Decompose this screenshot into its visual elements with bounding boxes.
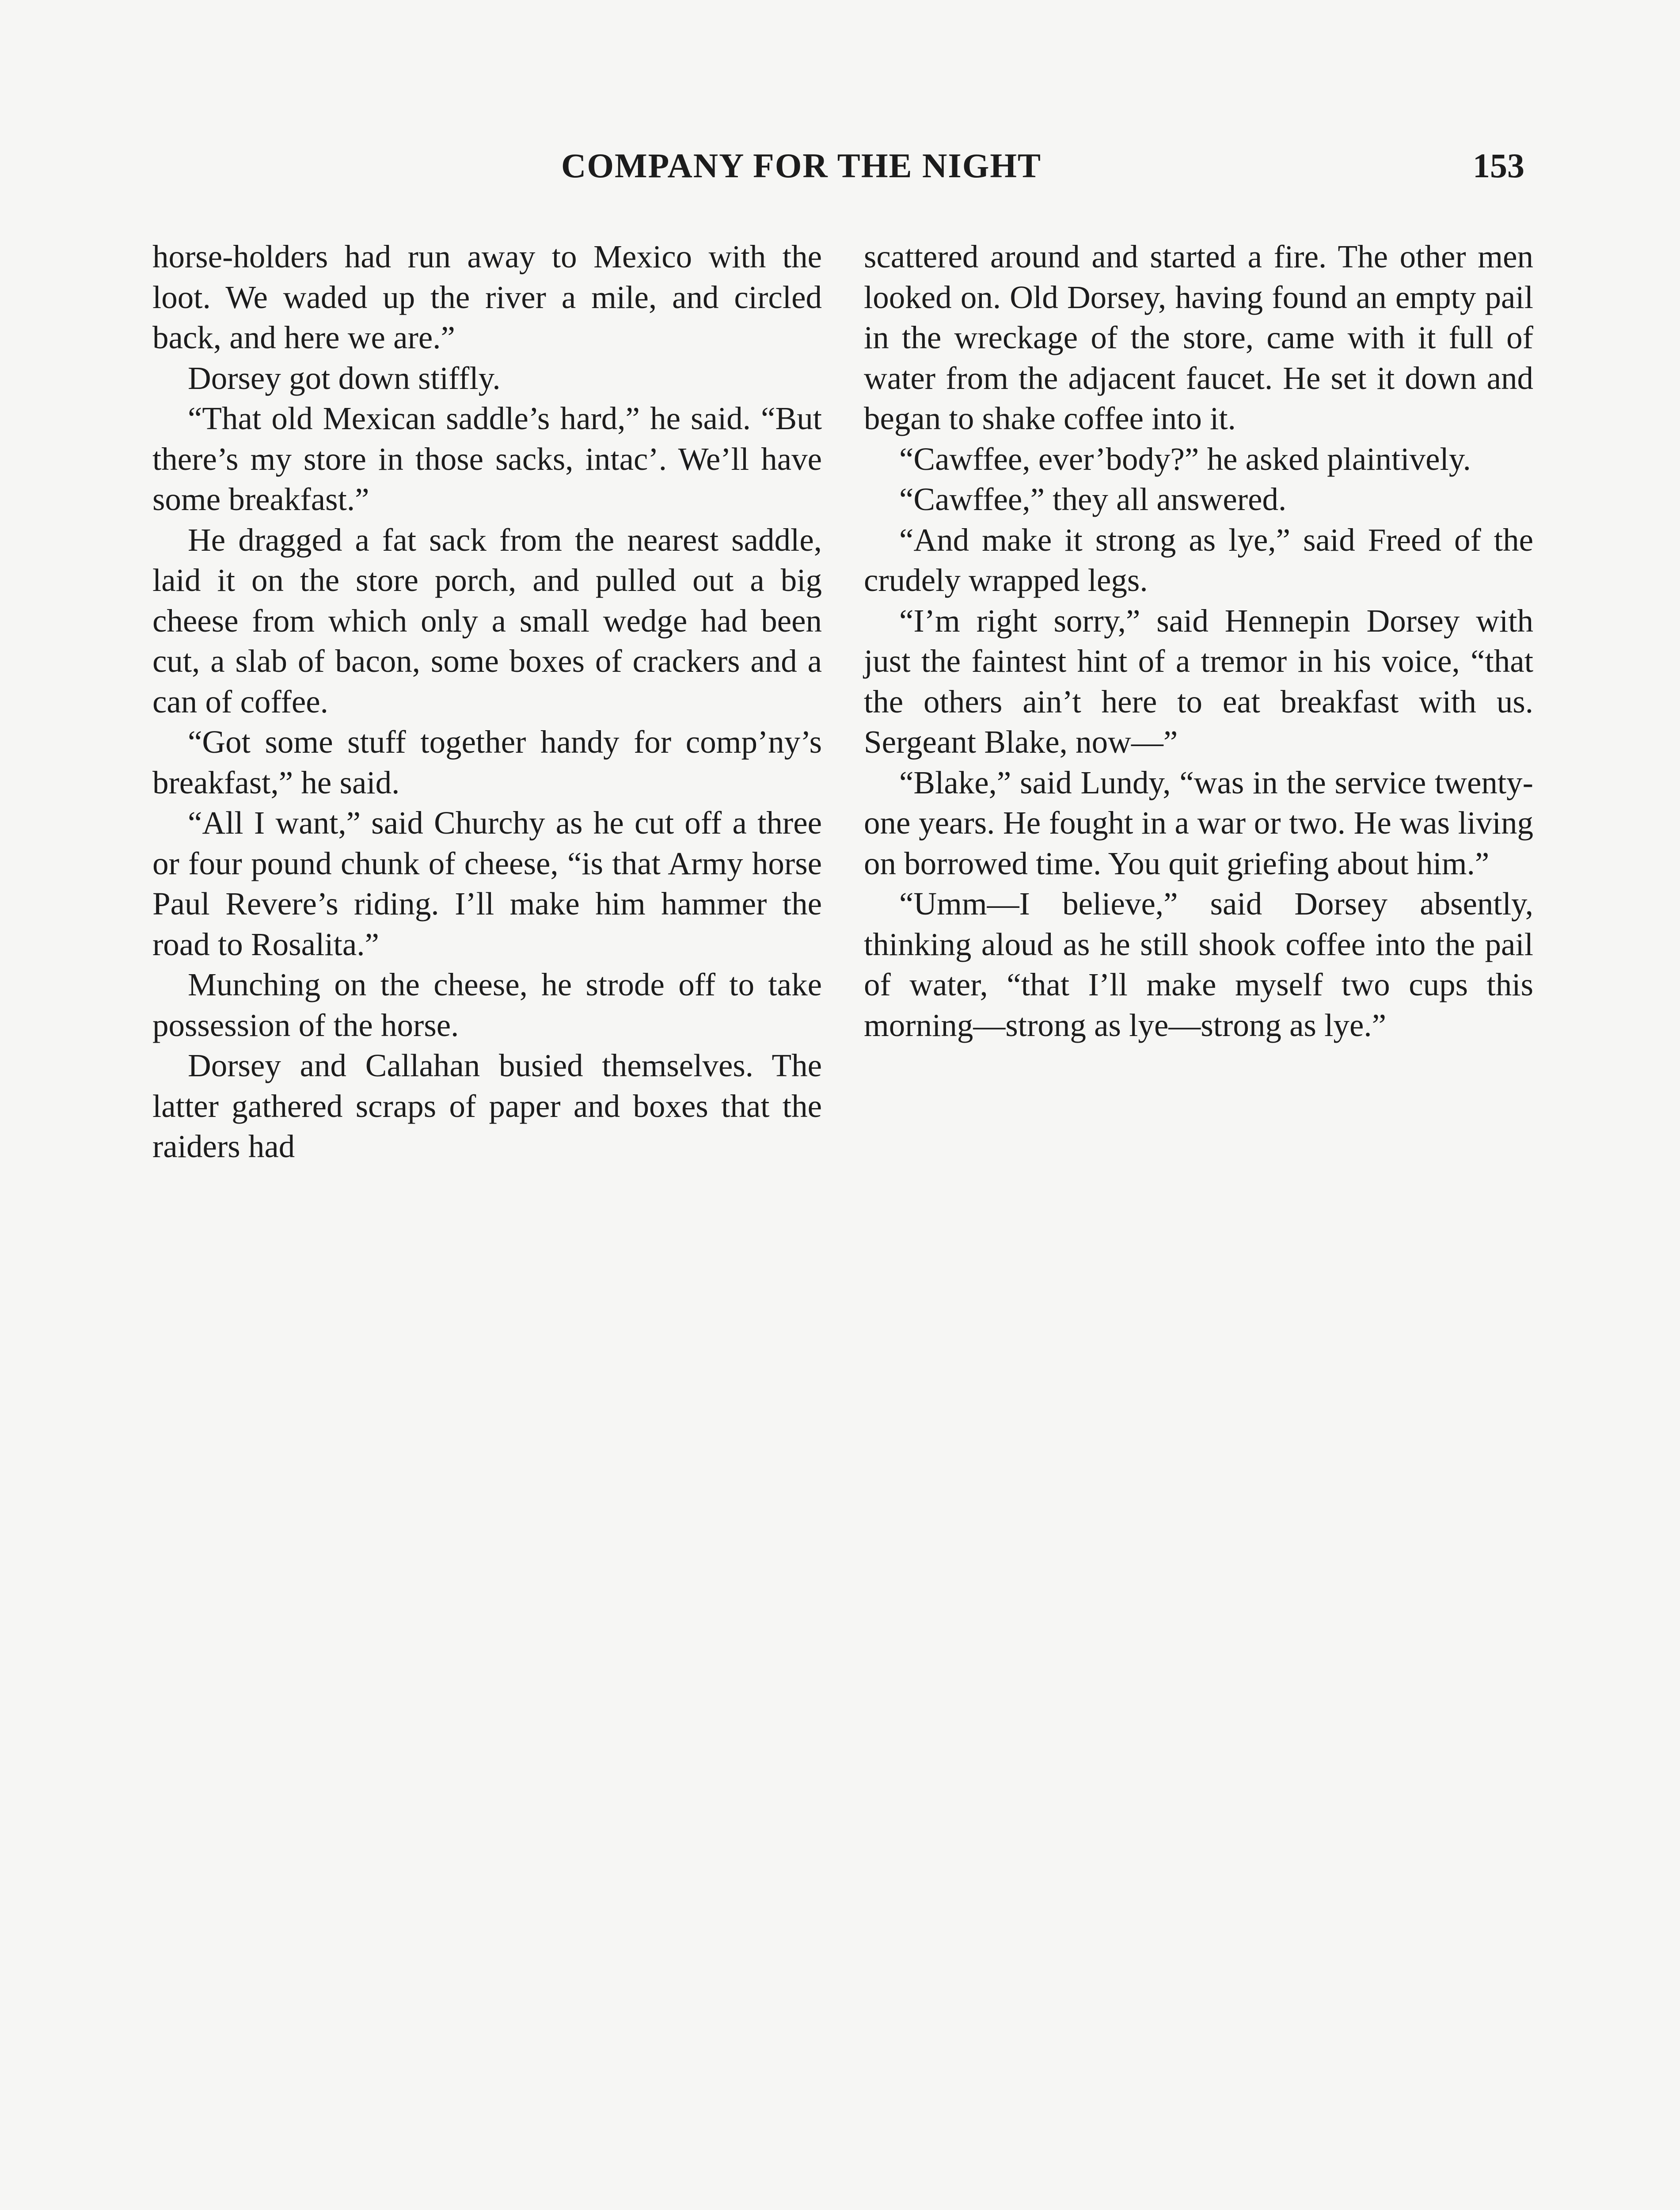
page-header	[561, 146, 1524, 208]
paragraph: “That old Mexican saddle’s hard,” he said. “But there’s my store in those sacks, intac’. We’ll have some breakfast.”	[152, 400, 822, 517]
paragraph: “Cawffee, ever’body?” he asked plaintively.	[899, 441, 1471, 477]
right-column	[864, 236, 1533, 1045]
paragraph: Dorsey got down stiffly.	[188, 360, 501, 396]
paragraph: “Blake,” said Lundy, “was in the service twenty-one years. He fought in a war or two. He was living on borrowed time. You quit griefing about him.”	[864, 764, 1533, 881]
paragraph: He dragged a fat sack from the nearest saddle, laid it on the store porch, and pulled out a big cheese from which only a small wedge had been cut, a slab of bacon, some boxes of crackers and a can of coffee.	[152, 522, 822, 720]
paragraph: Munching on the cheese, he strode off to take possession of the horse.	[152, 967, 822, 1043]
paragraph: horse-holders had run away to Mexico with the loot. We waded up the river a mile, and circled back, and here we are.”	[152, 239, 822, 355]
paragraph: scattered around and started a fire. The other men looked on. Old Dorsey, having found an empty pail in the wreckage of the store, came with it full of water from the adjacent faucet. He set it down and began to shake coffee into it.	[864, 239, 1533, 436]
paragraph: “Cawffee,” they all answered.	[899, 481, 1287, 517]
paragraph: “And make it strong as lye,” said Freed of the crudely wrapped legs.	[864, 522, 1533, 598]
paragraph: Dorsey and Callahan busied themselves. The latter gathered scraps of paper and boxes that the raiders had	[152, 1048, 822, 1164]
left-column	[152, 236, 822, 1167]
paragraph: “All I want,” said Churchy as he cut off a three or four pound chunk of cheese, “is that Army horse Paul Revere’s riding. I’ll make him hammer the road to Rosalita.”	[152, 805, 822, 962]
paragraph: “Umm—I believe,” said Dorsey absently, thinking aloud as he still shook coffee into the pail of water, “that I’ll make myself two cups this morning—strong as lye—strong as lye.”	[864, 886, 1533, 1043]
paragraph: “I’m right sorry,” said Hennepin Dorsey with just the faintest hint of a tremor in his voice, “that the others ain’t here to eat breakfast with us. Sergeant Blake, now—”	[864, 602, 1533, 760]
page-number: 153	[1473, 146, 1524, 185]
running-title: COMPANY FOR THE NIGHT	[561, 146, 1042, 185]
paragraph: “Got some stuff together handy for comp’ny’s breakfast,” he said.	[152, 724, 822, 800]
